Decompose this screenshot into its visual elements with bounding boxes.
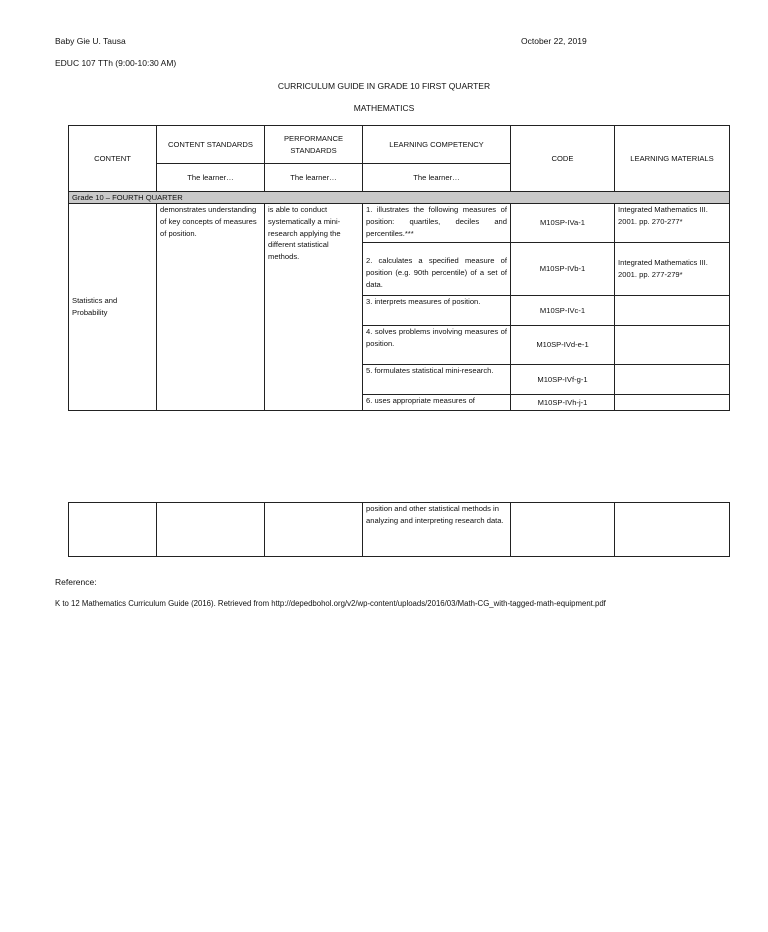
learner-label-3: The learner… xyxy=(363,164,511,192)
materials-cell xyxy=(615,296,730,326)
content-standard-cell: demonstrates understanding of key concepts of measures of position. xyxy=(157,204,265,411)
curriculum-table xyxy=(68,125,730,411)
author-name: Baby Gie U. Tausa xyxy=(55,36,126,46)
performance-standard-cell: is able to conduct systematically a mini-research applying the different statistical methods. xyxy=(265,204,363,411)
header-code: CODE xyxy=(511,126,615,192)
competency-cell: 2. calculates a specified measure of position (e.g. 90th percentile) of a set of data. xyxy=(363,243,511,296)
code-cell: M10SP-IVd-e-1 xyxy=(511,326,615,365)
competency-cell: 5. formulates statistical mini-research. xyxy=(363,365,511,395)
learner-label-2: The learner… xyxy=(265,164,363,192)
materials-cell xyxy=(615,365,730,395)
code-cell: M10SP-IVc-1 xyxy=(511,296,615,326)
header-content: CONTENT xyxy=(69,126,157,192)
header-performance-standards: PERFORMANCE STANDARDS xyxy=(265,126,363,164)
code-cell: M10SP-IVa-1 xyxy=(511,204,615,243)
document-subtitle: MATHEMATICS xyxy=(353,103,415,113)
header-content-standards: CONTENT STANDARDS xyxy=(157,126,265,164)
materials-cell: Integrated Mathematics III. 2001. pp. 270-277* xyxy=(615,204,730,243)
competency-cell: 4. solves problems involving measures of position. xyxy=(363,326,511,365)
competency-cell: 1. illustrates the following measures of position: quartiles, deciles and percentiles.*** xyxy=(363,204,511,243)
course-info: EDUC 107 TTh (9:00-10:30 AM) xyxy=(55,58,177,68)
header-learning-materials: LEARNING MATERIALS xyxy=(615,126,730,192)
document-title: CURRICULUM GUIDE IN GRADE 10 FIRST QUARTER xyxy=(277,81,491,91)
reference-text: K to 12 Mathematics Curriculum Guide (2016). Retrieved from http://depedbohol.org/v2/wp-content/uploads/2016/03/Math-CG_with-tagged-math-equipment.pdf xyxy=(55,599,606,608)
competency-continuation-cell: position and other statistical methods in analyzing and interpreting research data. xyxy=(363,503,511,557)
competency-cell: 3. interprets measures of position. xyxy=(363,296,511,326)
reference-label: Reference: xyxy=(55,577,97,587)
quarter-row: Grade 10 – FOURTH QUARTER xyxy=(69,192,730,204)
materials-cell xyxy=(615,326,730,365)
materials-cell: Integrated Mathematics III. 2001. pp. 277-279* xyxy=(615,243,730,296)
header-learning-competency: LEARNING COMPETENCY xyxy=(363,126,511,164)
code-cell: M10SP-IVb-1 xyxy=(511,243,615,296)
learner-label-1: The learner… xyxy=(157,164,265,192)
document-date: October 22, 2019 xyxy=(521,36,587,46)
code-cell: M10SP-IVf-g-1 xyxy=(511,365,615,395)
content-cell: Statistics and Probability xyxy=(69,204,157,411)
curriculum-table-continued xyxy=(68,502,730,557)
code-cell: M10SP-IVh-j-1 xyxy=(511,395,615,411)
materials-cell xyxy=(615,395,730,411)
competency-cell: 6. uses appropriate measures of xyxy=(363,395,511,411)
